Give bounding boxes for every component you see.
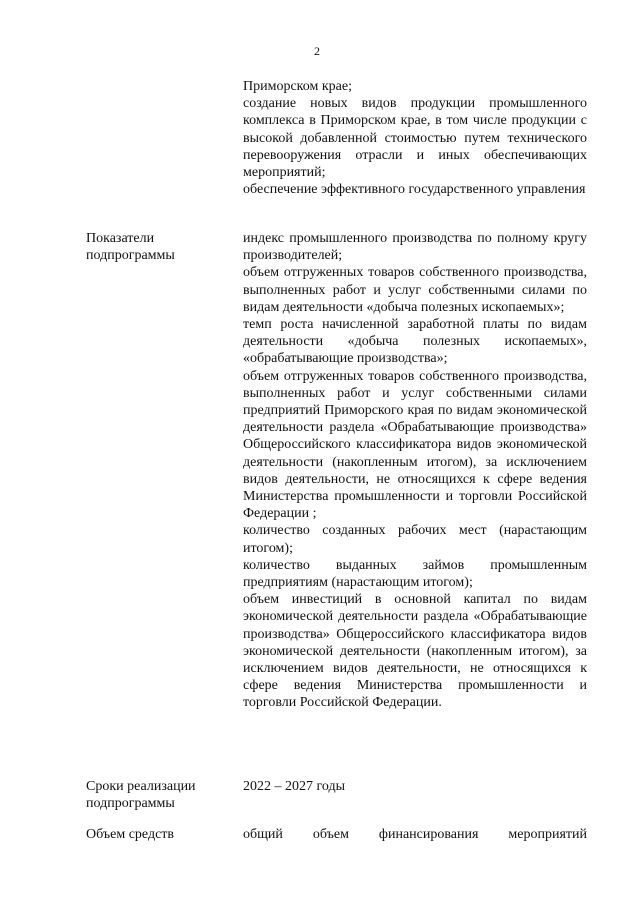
indicators-list [243,230,587,712]
goals-item: обеспечение эффективного государственного управления [243,182,586,198]
indicators-label: Показатели подпрограммы [86,231,175,264]
funding-value: общий объем финансирования мероприятий [243,827,587,842]
indicator-item: количество выданных займов промышленным предприятиям (нарастающим итогом); [243,557,587,591]
terms-value: 2022 – 2027 годы [243,779,346,794]
indicator-item: индекс промышленного производства по полному кругу производителей; [243,231,587,264]
funding-label: Объем средств [86,827,175,842]
goals-item: Приморском крае; [243,79,352,94]
goals-continued [243,78,587,198]
indicator-item: количество созданных рабочих мест (нарастающим итогом); [243,523,587,556]
indicator-item: объем отгруженных товаров собственного производства, выполненных работ и услуг собственными силами предприятий Приморского края по видам экономической деятельности раздела «Обрабатывающие производства» Общероссийского классификатора видов экономической деятельности (накопленным итогом), за исключением видов деятельности, не относящихся к сфере ведения Министерства промышленности и торговли Российской Федерации ; [243,368,587,522]
indicator-item: темп роста начисленной заработной платы по видам деятельности «добыча полезных ископаемых», «обрабатывающие производства»; [243,317,587,367]
indicator-item: объем отгруженных товаров собственного производства, выполненных работ и услуг собственными силами по видам деятельности «добыча полезных ископаемых»; [243,265,587,315]
indicator-item: объем инвестиций в основной капитал по видам экономической деятельности раздела «Обрабатывающие производства» Общероссийского классификатора видов экономической деятельности (накопленным итогом), за исключением видов деятельности, не относящихся к сфере ведения Министерства промышленности и торговли Российской Федерации. [243,592,587,711]
page-number: 2 [314,44,320,58]
terms-label: Сроки реализации подпрограммы [86,779,196,812]
goals-item: создание новых видов продукции промышленного комплекса в Приморском крае, в том числе продукции с высокой добавленной стоимостью путем технического перевооружения отрасли и иных обеспечивающих мероприятий; [243,96,587,181]
